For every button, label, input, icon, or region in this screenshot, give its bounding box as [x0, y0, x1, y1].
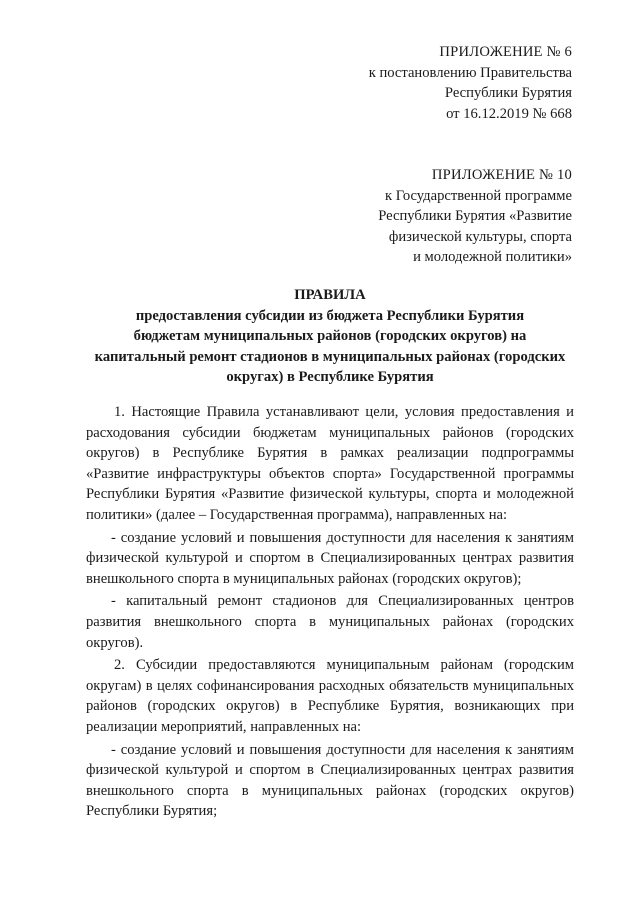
appendix-10-title: ПРИЛОЖЕНИЕ № 10: [431, 167, 572, 183]
appendix-6-line: от 16.12.2019 № 668: [446, 105, 572, 122]
paragraph-2-item: - создание условий и повышения доступности для населения к занятиям физической культурой и спортом в Специализированных центрах развития внешкольного спорта в муниципальных районах (городских округов) Республики Бурятия;: [86, 741, 574, 820]
appendix-10-line: к Государственной программе: [384, 187, 572, 204]
appendix-10-block: [378, 165, 572, 268]
paragraph-2: 2. Субсидии предоставляются муниципальным районам (городским округам) в целях софинансирования расходных обязательств муниципальных районов (городских округов) в Республике Бурятия, возникающих при реализации мероприятий, направленных на:: [86, 657, 574, 735]
heading-line: бюджетам муниципальных районов (городских округов) на: [133, 328, 527, 344]
appendix-6-line: к постановлению Правительства: [368, 64, 572, 81]
paragraph-1-item: - создание условий и повышения доступности для населения к занятиям физической культурой и спортом в Специализированных центрах развития внешкольного спорта в муниципальных районах (городских округов);: [86, 529, 574, 587]
heading-line: округах) в Республике Бурятия: [226, 369, 434, 385]
appendix-10-line: Республики Бурятия «Развитие: [378, 208, 572, 224]
appendix-10-line: и молодежной политики»: [413, 249, 572, 265]
document-heading: [80, 285, 580, 388]
heading-line: предоставления субсидии из бюджета Республики Бурятия: [135, 307, 525, 324]
appendix-6-block: [369, 42, 572, 124]
appendix-10-line: физической культуры, спорта: [388, 228, 572, 245]
paragraph-1: 1. Настоящие Правила устанавливают цели, условия предоставления и расходования субсидии бюджетам муниципальных районов (городских округов) в Республике Бурятия в рамках реализации подпрограммы «Развитие инфраструктуры объектов спорта» Государственной программы Республики Бурятия «Развитие физической культуры, спорта и молодежной политики» (далее – Государственная программа), направленных на:: [86, 404, 574, 523]
appendix-6-line: Республики Бурятия: [444, 85, 572, 101]
appendix-6-title: ПРИЛОЖЕНИЕ № 6: [439, 44, 572, 60]
document-body: [86, 402, 574, 824]
paragraph-1-item: - капитальный ремонт стадионов для Специализированных центров развития внешкольного спорта в муниципальных районах (городских округов).: [86, 593, 574, 651]
heading-line: капитальный ремонт стадионов в муниципальных районах (городских: [94, 348, 566, 365]
heading-title: ПРАВИЛА: [294, 287, 366, 303]
